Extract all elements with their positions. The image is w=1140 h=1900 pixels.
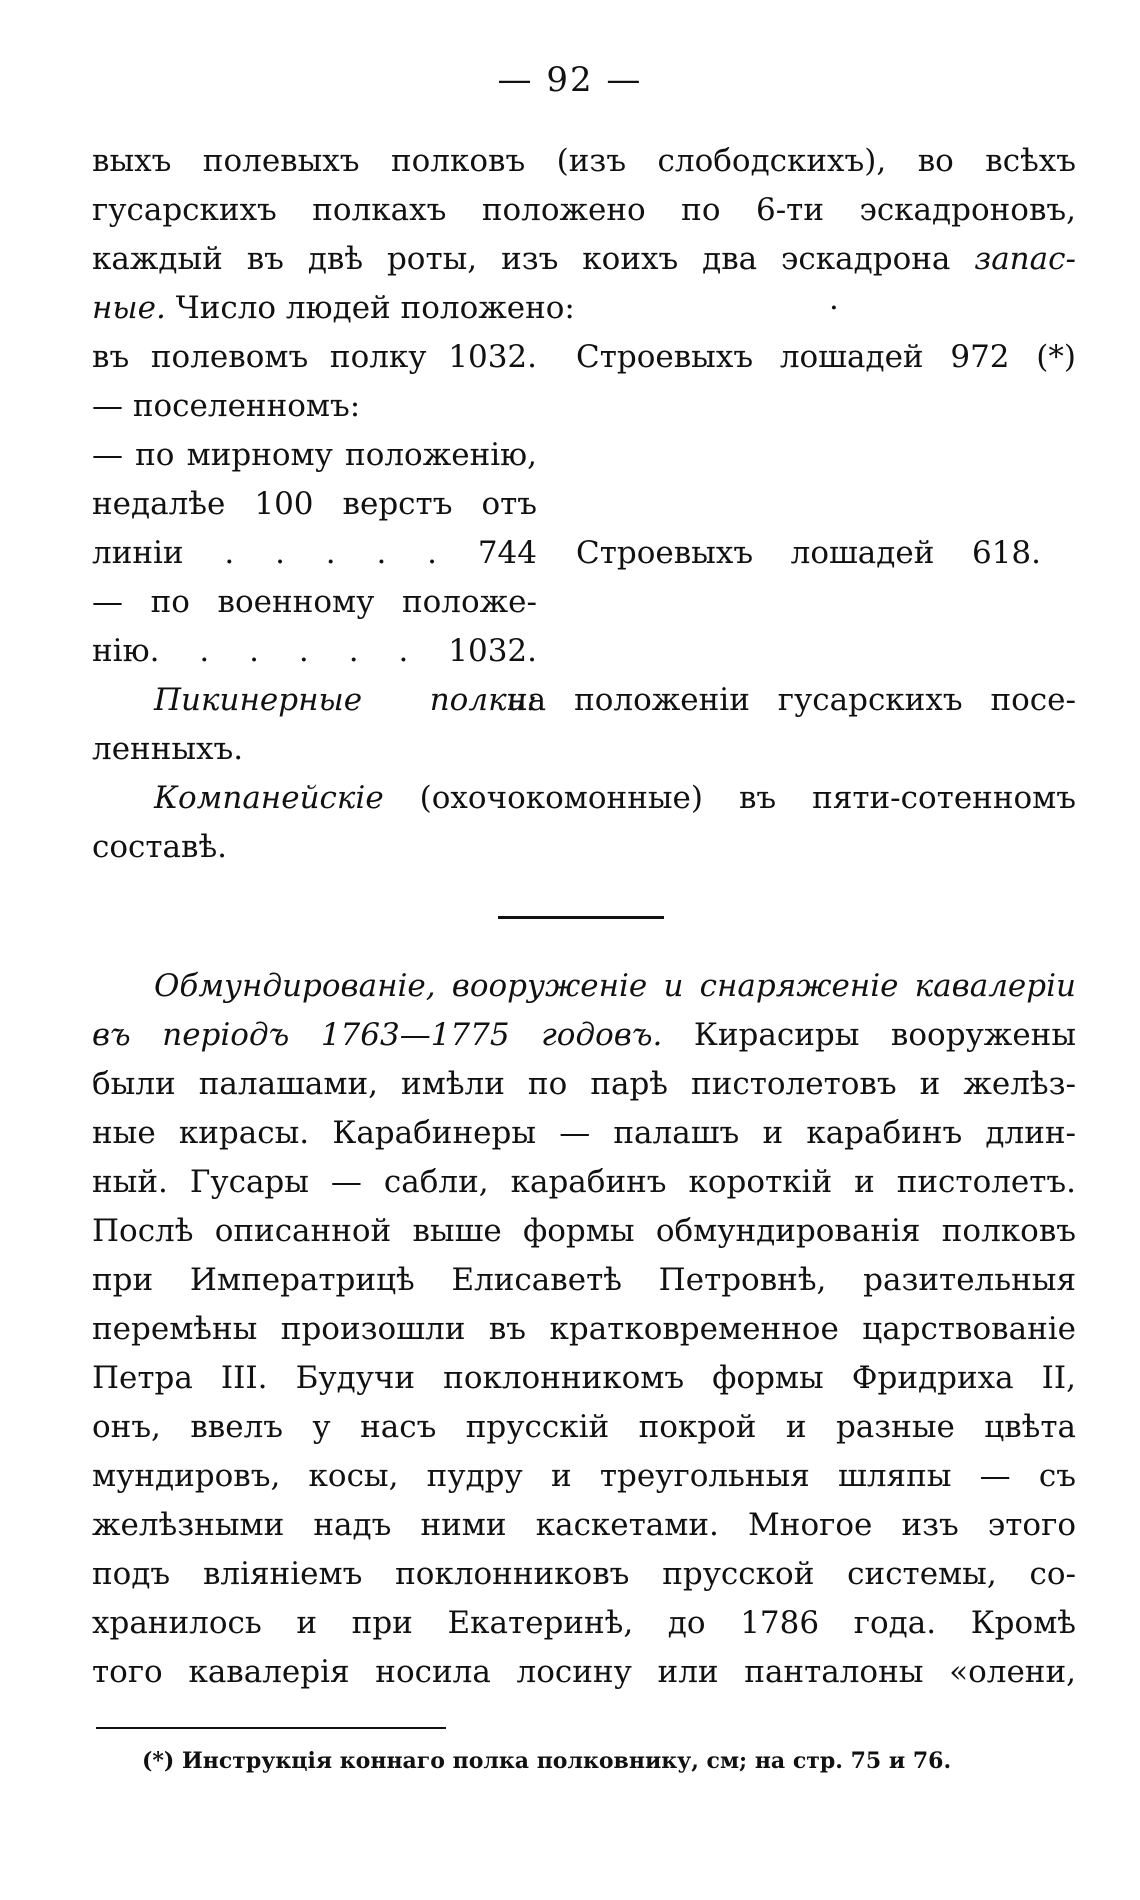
italic-word: запас- — [974, 241, 1076, 277]
text-line: хранилось и при Екатеринѣ, до 1786 года. Кромѣ — [92, 1605, 1076, 1641]
table-cell-right: Строевыхъ лошадей 972 (*) — [576, 339, 1076, 375]
text-line: составѣ. — [92, 829, 228, 865]
table-row — [92, 480, 1076, 529]
text-line: мундировъ, косы, пудру и треугольныя шляпы — съ — [92, 1458, 1076, 1494]
text-line-rest: (охочокомонные) въ пяти-сотенномъ — [419, 780, 1076, 816]
text-line: были палашами, имѣли по парѣ пистолетовъ и желѣз- — [92, 1066, 1076, 1102]
italic-word: ные. — [92, 290, 166, 326]
text-line: Петра III. Будучи поклонникомъ формы Фридриха II, — [92, 1360, 1076, 1396]
kompan-label: Компанейскіе — [154, 780, 384, 816]
text-line: перемѣны произошли въ кратковременное царствованіе — [92, 1311, 1076, 1347]
stray-mark: · — [829, 290, 839, 326]
table-row — [92, 627, 1076, 676]
text-line: того кавалерія носила лосину или панталоны «олени, — [92, 1654, 1076, 1690]
italic-label — [92, 676, 537, 725]
table-row — [92, 382, 1076, 431]
section-separator — [498, 916, 664, 919]
text-line: подъ вліяніемъ поклонниковъ прусской системы, со- — [92, 1556, 1076, 1592]
table-cell-left: недалѣе 100 верстъ отъ — [92, 486, 537, 522]
text-line — [92, 235, 1076, 284]
text-line-rest: Кирасиры вооружены — [662, 1017, 1076, 1053]
text-line-rest: Число людей положено: — [165, 290, 575, 326]
footnote-rule — [96, 1727, 446, 1729]
table-cell-left: — по мирному положенію, — [92, 437, 537, 473]
table-row — [92, 333, 1076, 382]
text-line: онъ, ввелъ у насъ прусскій покрой и разные цвѣта — [92, 1409, 1076, 1445]
text-line-rest: на положеніи гусарскихъ посе- — [507, 682, 1076, 718]
top-section — [92, 137, 1076, 872]
table-cell-left: — поселенномъ: — [92, 388, 361, 424]
table-cell-left: нію. . . . . . 1032. — [92, 633, 537, 669]
bottom-section — [92, 962, 1076, 1697]
text-line — [92, 774, 1076, 823]
text-line: ный. Гусары — сабли, карабинъ короткій и пистолетъ. — [92, 1164, 1076, 1200]
pikiner-label: Пикинерные полки: — [154, 682, 537, 718]
text-line — [92, 1011, 1076, 1060]
section-heading: Обмундированіе, вооруженіе и снаряженіе кавалеріи — [154, 968, 1076, 1004]
table-row — [92, 529, 1076, 578]
table-row — [92, 431, 1076, 480]
page-number: — 92 — — [497, 60, 643, 100]
text-line — [92, 676, 1076, 725]
text-line: при Императрицѣ Елисаветѣ Петровнѣ, разительныя — [92, 1262, 1076, 1298]
text-line — [92, 284, 1076, 333]
text-line: ные кирасы. Карабинеры — палашъ и карабинъ длин- — [92, 1115, 1076, 1151]
text-line: желѣзными надъ ними каскетами. Многое изъ этого — [92, 1507, 1076, 1543]
table-cell-right: Строевыхъ лошадей 618. — [576, 535, 1041, 571]
footnote: (*) Инструкція коннаго полка полковнику, см; на стр. 75 и 76. — [142, 1748, 952, 1774]
table-cell-left: линіи . . . . . 744 — [92, 535, 537, 571]
table-row — [92, 578, 1076, 627]
table-cell-left: — по военному положе- — [92, 584, 537, 620]
table-cell-left: въ полевомъ полку 1032. — [92, 339, 537, 375]
section-heading-cont: въ періодъ 1763—1775 годовъ. — [92, 1017, 663, 1053]
text-line: гусарскихъ полкахъ положено по 6-ти эскадроновъ, — [92, 192, 1076, 228]
text-line: выхъ полевыхъ полковъ (изъ слободскихъ), во всѣхъ — [92, 143, 1076, 179]
text-line: ленныхъ. — [92, 731, 244, 767]
text-line-body: каждый въ двѣ роты, изъ коихъ два эскадрона — [92, 241, 951, 277]
text-line: Послѣ описанной выше формы обмундированія полковъ — [92, 1213, 1076, 1249]
